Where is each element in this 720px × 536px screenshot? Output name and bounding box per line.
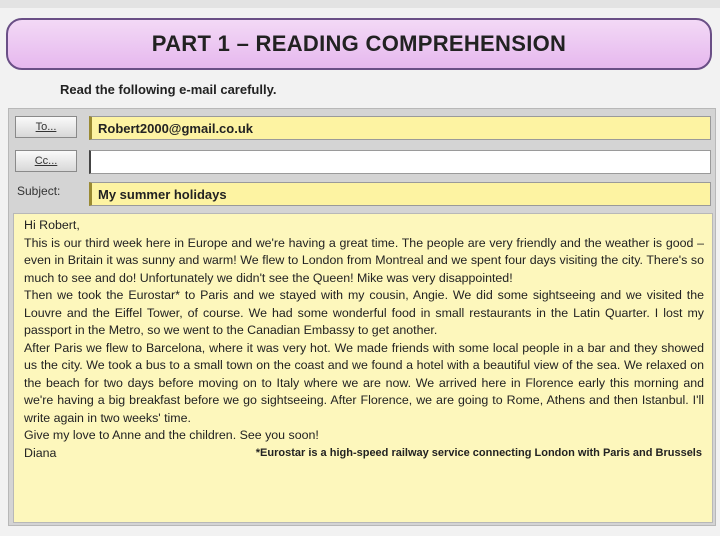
to-row [9, 113, 717, 141]
email-paragraph: This is our third week here in Europe and we're having a great time. The people are very friendly and the weather is good – even in Britain it was sunny and warm! We flew to London from Montreal and we spent four days visiting the city. There's so much to see and do! Unfortunately we didn't see the Queen! Mike was very disappointed! [24, 235, 704, 285]
email-window [8, 108, 716, 526]
subject-field[interactable]: My summer holidays [89, 182, 711, 206]
subject-row [9, 179, 717, 207]
page-title: PART 1 – READING COMPREHENSION [6, 18, 712, 70]
email-greeting: Hi Robert, [24, 218, 80, 232]
cc-field[interactable] [89, 150, 711, 174]
cc-button[interactable]: Cc... [15, 150, 77, 172]
email-paragraph: Give my love to Anne and the children. See you soon! [24, 428, 319, 442]
top-strip [0, 0, 720, 8]
subject-label: Subject: [17, 184, 61, 198]
cc-row [9, 147, 717, 175]
email-body[interactable] [13, 213, 713, 523]
to-button[interactable]: To... [15, 116, 77, 138]
to-field[interactable]: Robert2000@gmail.co.uk [89, 116, 711, 140]
instruction-text: Read the following e-mail carefully. [60, 82, 277, 97]
signature: Diana [24, 445, 57, 460]
email-paragraph: Then we took the Eurostar* to Paris and we stayed with my cousin, Angie. We did some sightseeing and we visited the Louvre and the Eiffel Tower, of course. We had some wonderful food in small restaurants in the Latin Quarter. I lost my passport in the Metro, so we went to the Canadian Embassy to get another. [24, 288, 704, 337]
footnote: *Eurostar is a high-speed railway service connecting London with Paris and Brussels [255, 446, 702, 459]
signature-row [24, 445, 704, 463]
email-paragraph: After Paris we flew to Barcelona, where it was very hot. We made friends with some local people in a bar and they showed us the city. We took a bus to a small town on the coast and we found a hotel with a beautiful view of the sea. We relaxed on the beach for two days before moving on to Italy where we are now. We arrived here in Florence early this morning and we're having a big breakfast before we go sightseeing. After Florence, we are going to Rome, Athens and then Istanbul. I'll write again in two weeks' time. [24, 340, 704, 425]
